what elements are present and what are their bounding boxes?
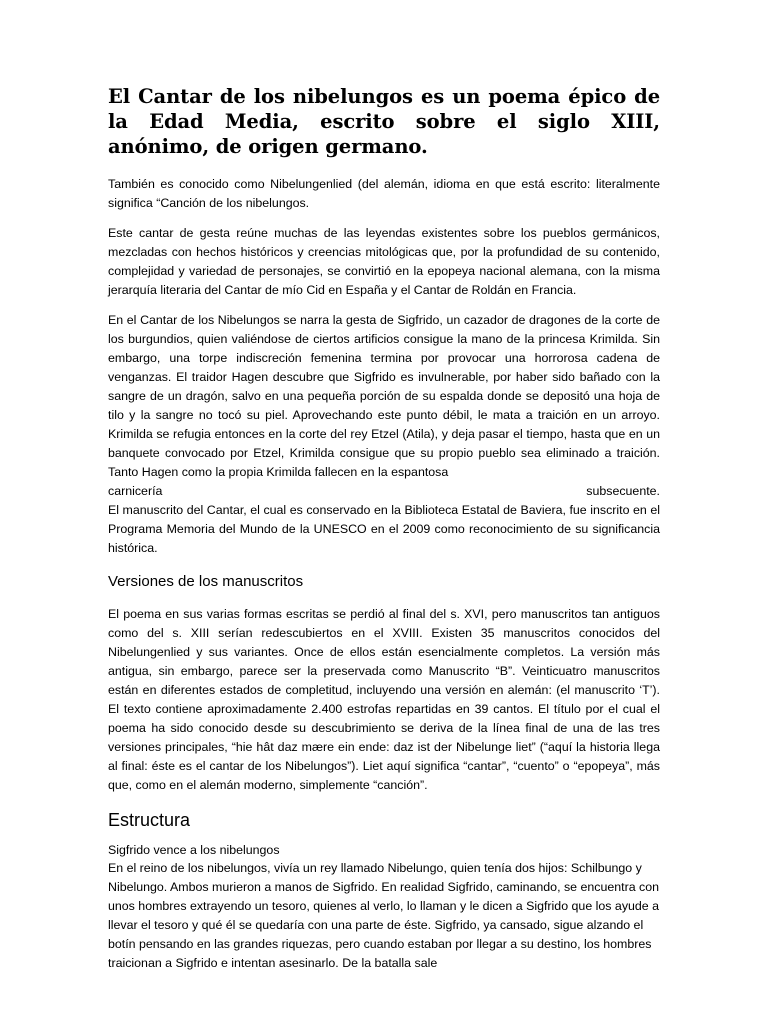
versions-paragraph: El poema en sus varias formas escritas se perdió al final del s. XVI, pero manuscritos tan antiguos como del s. XIII serían redescubiertos en el XVIII. Existen 35 manuscritos conocidos del Nibelungenlied y sus variantes. Once de ellos están esencialmente completos. La versión más antigua, sin embargo, parece ser la preservada como Manuscrito “B”. Veinticuatro manuscritos están en diferentes estados de completitud, incluyendo una versión en alemán: (el manuscrito ‘T’). El texto contiene aproximadamente 2.400 estrofas repartidas en 39 cantos. El título por el cual el poema ha sido conocido desde su descubrimiento se deriva de la línea final de una de las tres versiones principales, “hie hât daz mære ein ende: daz ist der Nibelunge liet” (“aquí la historia llega al final: éste es el cantar de los Nibelungos”). Liet aquí significa “cantar”, “cuento” o “epopeya”, más que, como en el alemán moderno, simplemente “canción”.	[108, 607, 660, 792]
structure-heading: Estructura	[108, 810, 191, 830]
document-title: El Cantar de los nibelungos es un poema épico de la Edad Media, escrito sobre el siglo XIII, anónimo, de origen germano.	[108, 85, 660, 158]
intro-paragraph-1: También es conocido como Nibelungenlied (del alemán, idioma en que está escrito: literalmente significa “Canción de los nibelungos.	[108, 177, 660, 210]
manuscript-paragraph: El manuscrito del Cantar, el cual es conservado en la Biblioteca Estatal de Baviera, fue inscrito en el Programa Memoria del Mundo de la UNESCO en el 2009 como reconocimiento de su significancia histórica.	[108, 503, 660, 555]
intro-paragraph-2: Este cantar de gesta reúne muchas de las leyendas existentes sobre los pueblos germánicos, mezcladas con hechos históricos y creencias mitológicas que, por la profundidad de su contenido, complejidad y variedad de personajes, se convirtió en la epopeya nacional alemana, con la misma jerarquía literaria del Cantar de mío Cid en España y el Cantar de Roldán en Francia.	[108, 226, 660, 297]
sigfrido-heading: Sigfrido vence a los nibelungos	[108, 843, 280, 857]
versions-heading: Versiones de los manuscritos	[108, 573, 304, 590]
document-page	[108, 84, 660, 984]
story-last-left: carnicería	[108, 484, 163, 498]
story-last-line	[108, 482, 660, 501]
sigfrido-paragraph: En el reino de los nibelungos, vivía un rey llamado Nibelungo, quien tenía dos hijos: Schilbungo y Nibelungo. Ambos murieron a manos de Sigfrido. En realidad Sigfrido, caminando, se encuentra con unos hombres extrayendo un tesoro, quienes al verlo, lo llaman y le dicen a Sigfrido que los ayude a llevar el tesoro y qué él se quedaría con una parte de éste. Sigfrido, ya cansado, sigue alzando el botín pensando en las grandes riquezas, pero cuando estaban por llegar a su destino, los hombres traicionan a Sigfrido e intentan asesinarlo. De la batalla sale	[108, 861, 660, 970]
story-paragraph: En el Cantar de los Nibelungos se narra la gesta de Sigfrido, un cazador de dragones de la corte de los burgundios, quien valiéndose de ciertos artificios consigue la mano de la princesa Krimilda. Sin embargo, una torpe indiscreción femenina termina por provocar una horrorosa cadena de venganzas. El traidor Hagen descubre que Sigfrido es invulnerable, por haber sido bañado con la sangre de un dragón, salvo en una pequeña porción de su espalda donde se depositó una hoja de tilo y la sangre no tocó su piel. Aprovechando este punto débil, le mata a traición en un arroyo. Krimilda se refugia entonces en la corte del rey Etzel (Atila), y deja pasar el tiempo, hasta que en un banquete convocado por Etzel, Krimilda consigue que su propio pueblo sea eliminado a traición. Tanto Hagen como la propia Krimilda fallecen en la espantosa	[108, 313, 660, 479]
story-last-right: subsecuente.	[586, 484, 660, 498]
